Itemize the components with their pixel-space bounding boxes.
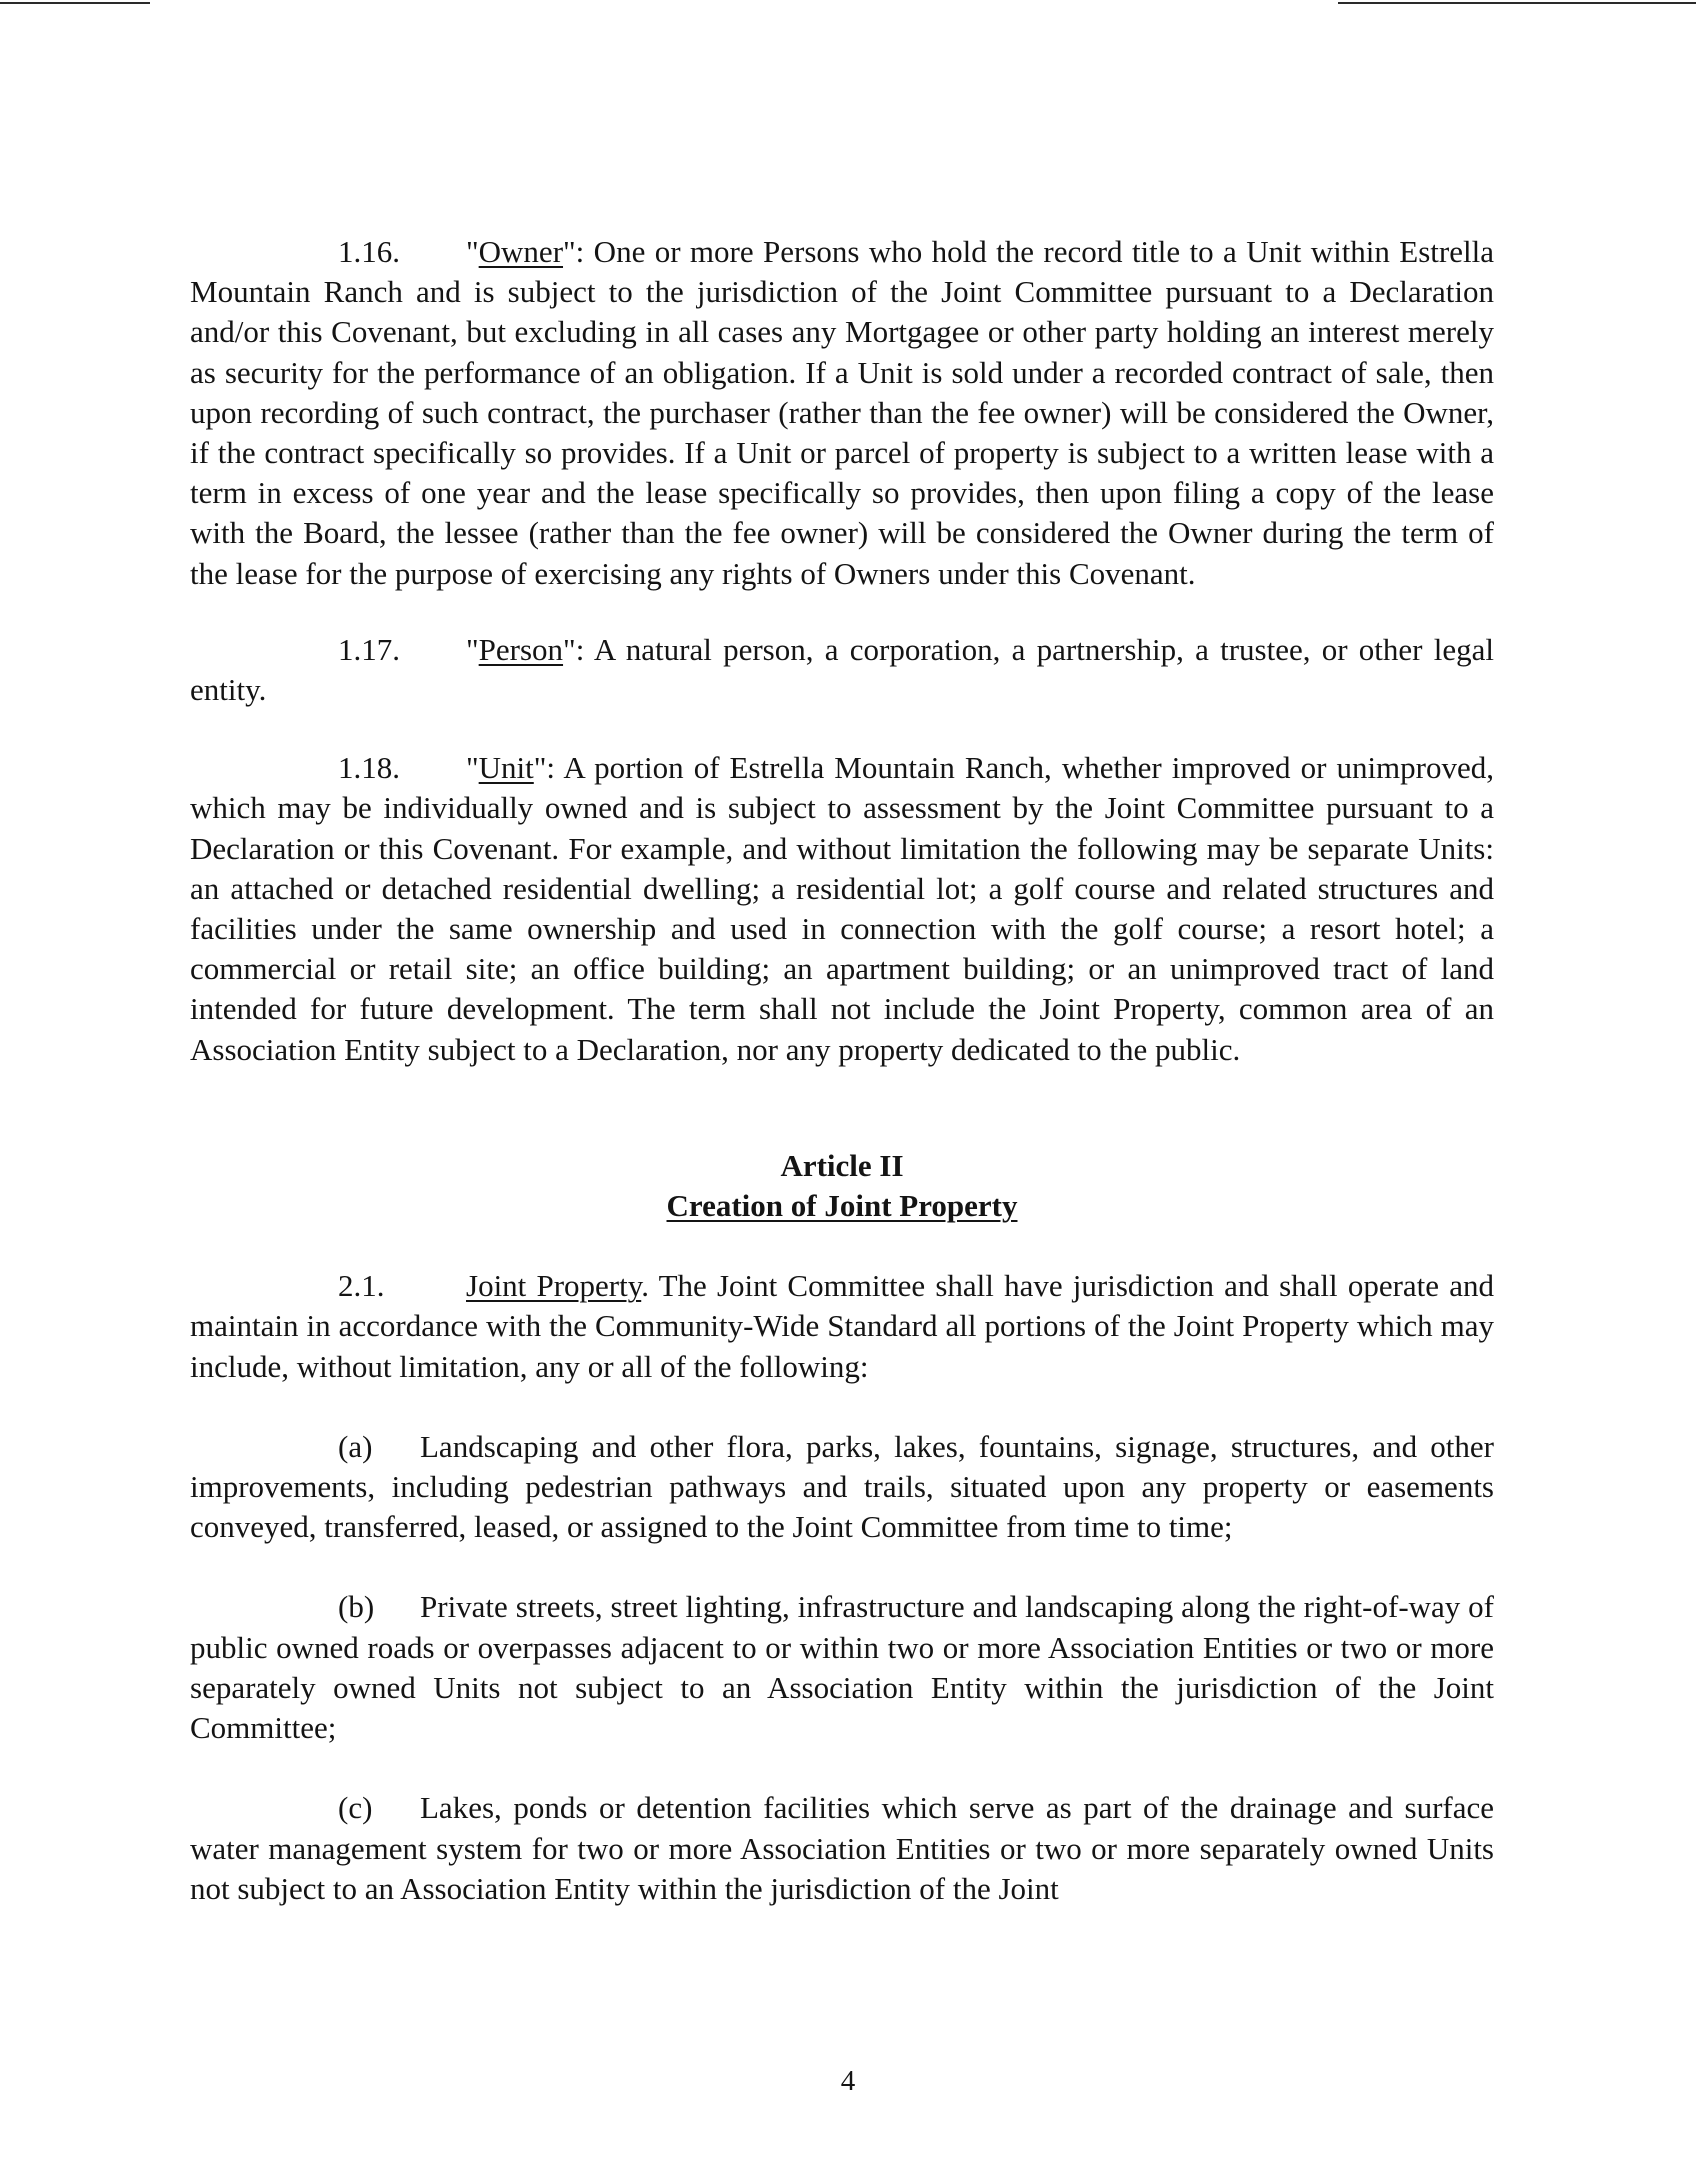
section-number: 1.18.: [338, 750, 400, 786]
subitem-label: (b): [338, 1589, 375, 1625]
section-number: 1.16.: [338, 234, 400, 269]
article-label: Article II: [780, 1147, 904, 1183]
section-text: A portion of Estrella Mountain Ranch, whether improved or unimproved, which may be individually owned and is subject to assessment by the Joint Committee pursuant to a Declaration or this Covenant. For example, and without limitation the following may be separate Units: an attached or detached residential dwelling; a residential lot; a golf course and related structures and facilities under the same ownership and used in connection with the golf course; a resort hotel; a commercial or retail site; an office building; an apartment building; or an unimproved tract of land intended for future development. The term shall not include the Joint Property, common area of an Association Entity subject to a Declaration, nor any property dedicated to the public.: [190, 750, 1494, 1067]
article-heading: Creation of Joint Property: [666, 1188, 1018, 1224]
section-text: One or more Persons who hold the record title to a Unit within Estrella Mountain Ranch and is subject to the jurisdiction of the Joint Committee pursuant to a Declaration and/or this Covenant, but excluding in all cases any Mortgagee or other party holding an interest merely as security for the performance of an obligation. If a Unit is sold under a recorded contract of sale, then upon recording of such contract, the purchaser (rather than the fee owner) will be considered the Owner, if the contract specifically so provides. If a Unit or parcel of property is subject to a written lease with a term in excess of one year and the lease specifically so provides, then upon filing a copy of the lease with the Board, the lessee (rather than the fee owner) will be considered the Owner during the term of the lease for the purpose of exercising any rights of Owners under this Covenant.: [190, 234, 1494, 591]
subitem-label: (a): [338, 1428, 373, 1464]
quote-open: ": [466, 750, 479, 786]
term-period: .: [641, 1268, 649, 1304]
subitem-c: [190, 1788, 1494, 1909]
section-1-18: [190, 748, 1494, 1070]
quote-close: ":: [563, 234, 585, 269]
section-text: The Joint Committee shall have jurisdiction and shall operate and maintain in accordance with the Community-Wide Standard all portions of the Joint Property which may include, without limitation, any or all of the following:: [190, 1268, 1494, 1384]
quote-open: ": [466, 631, 479, 667]
section-number: 1.17.: [338, 631, 400, 667]
quote-open: ": [466, 234, 479, 269]
section-1-16: [190, 232, 1494, 594]
quote-close: ":: [563, 631, 585, 667]
page-number: 4: [840, 2065, 856, 2097]
defined-term-person: Person: [478, 631, 564, 667]
article-header: [190, 1146, 1494, 1226]
scan-artifact-line: [0, 2, 150, 4]
subitem-text: Lakes, ponds or detention facilities which serve as part of the drainage and surface water management system for two or more Association Entities or two or more separately owned Units not subject to an Association Entity within the jurisdiction of the Joint: [190, 1790, 1494, 1906]
section-2-1: [190, 1266, 1494, 1387]
defined-term-joint-property: Joint Property: [466, 1268, 642, 1304]
defined-term-unit: Unit: [478, 750, 534, 786]
document-page: [190, 232, 1494, 1909]
subitem-a: [190, 1427, 1494, 1548]
subitem-text: Landscaping and other flora, parks, lakes, fountains, signage, structures, and other improvements, including pedestrian pathways and trails, situated upon any property or easements conveyed, transferred, leased, or assigned to the Joint Committee from time to time;: [190, 1428, 1494, 1545]
subitem-label: (c): [338, 1790, 373, 1826]
section-text: A natural person, a corporation, a partnership, a trustee, or other legal entity.: [190, 631, 1494, 708]
subitem-b: [190, 1587, 1494, 1748]
defined-term-owner: Owner: [478, 234, 564, 269]
scan-artifact-line: [1338, 2, 1696, 4]
quote-close: ":: [533, 750, 556, 786]
subitem-text: Private streets, street lighting, infrastructure and landscaping along the right-of-way of public owned roads or overpasses adjacent to or within two or more Association Entities or two or more separately owned Units not subject to an Association Entity within the jurisdiction of the Joint Committee;: [190, 1589, 1494, 1746]
section-number: 2.1.: [338, 1268, 385, 1304]
section-1-17: [190, 630, 1494, 710]
